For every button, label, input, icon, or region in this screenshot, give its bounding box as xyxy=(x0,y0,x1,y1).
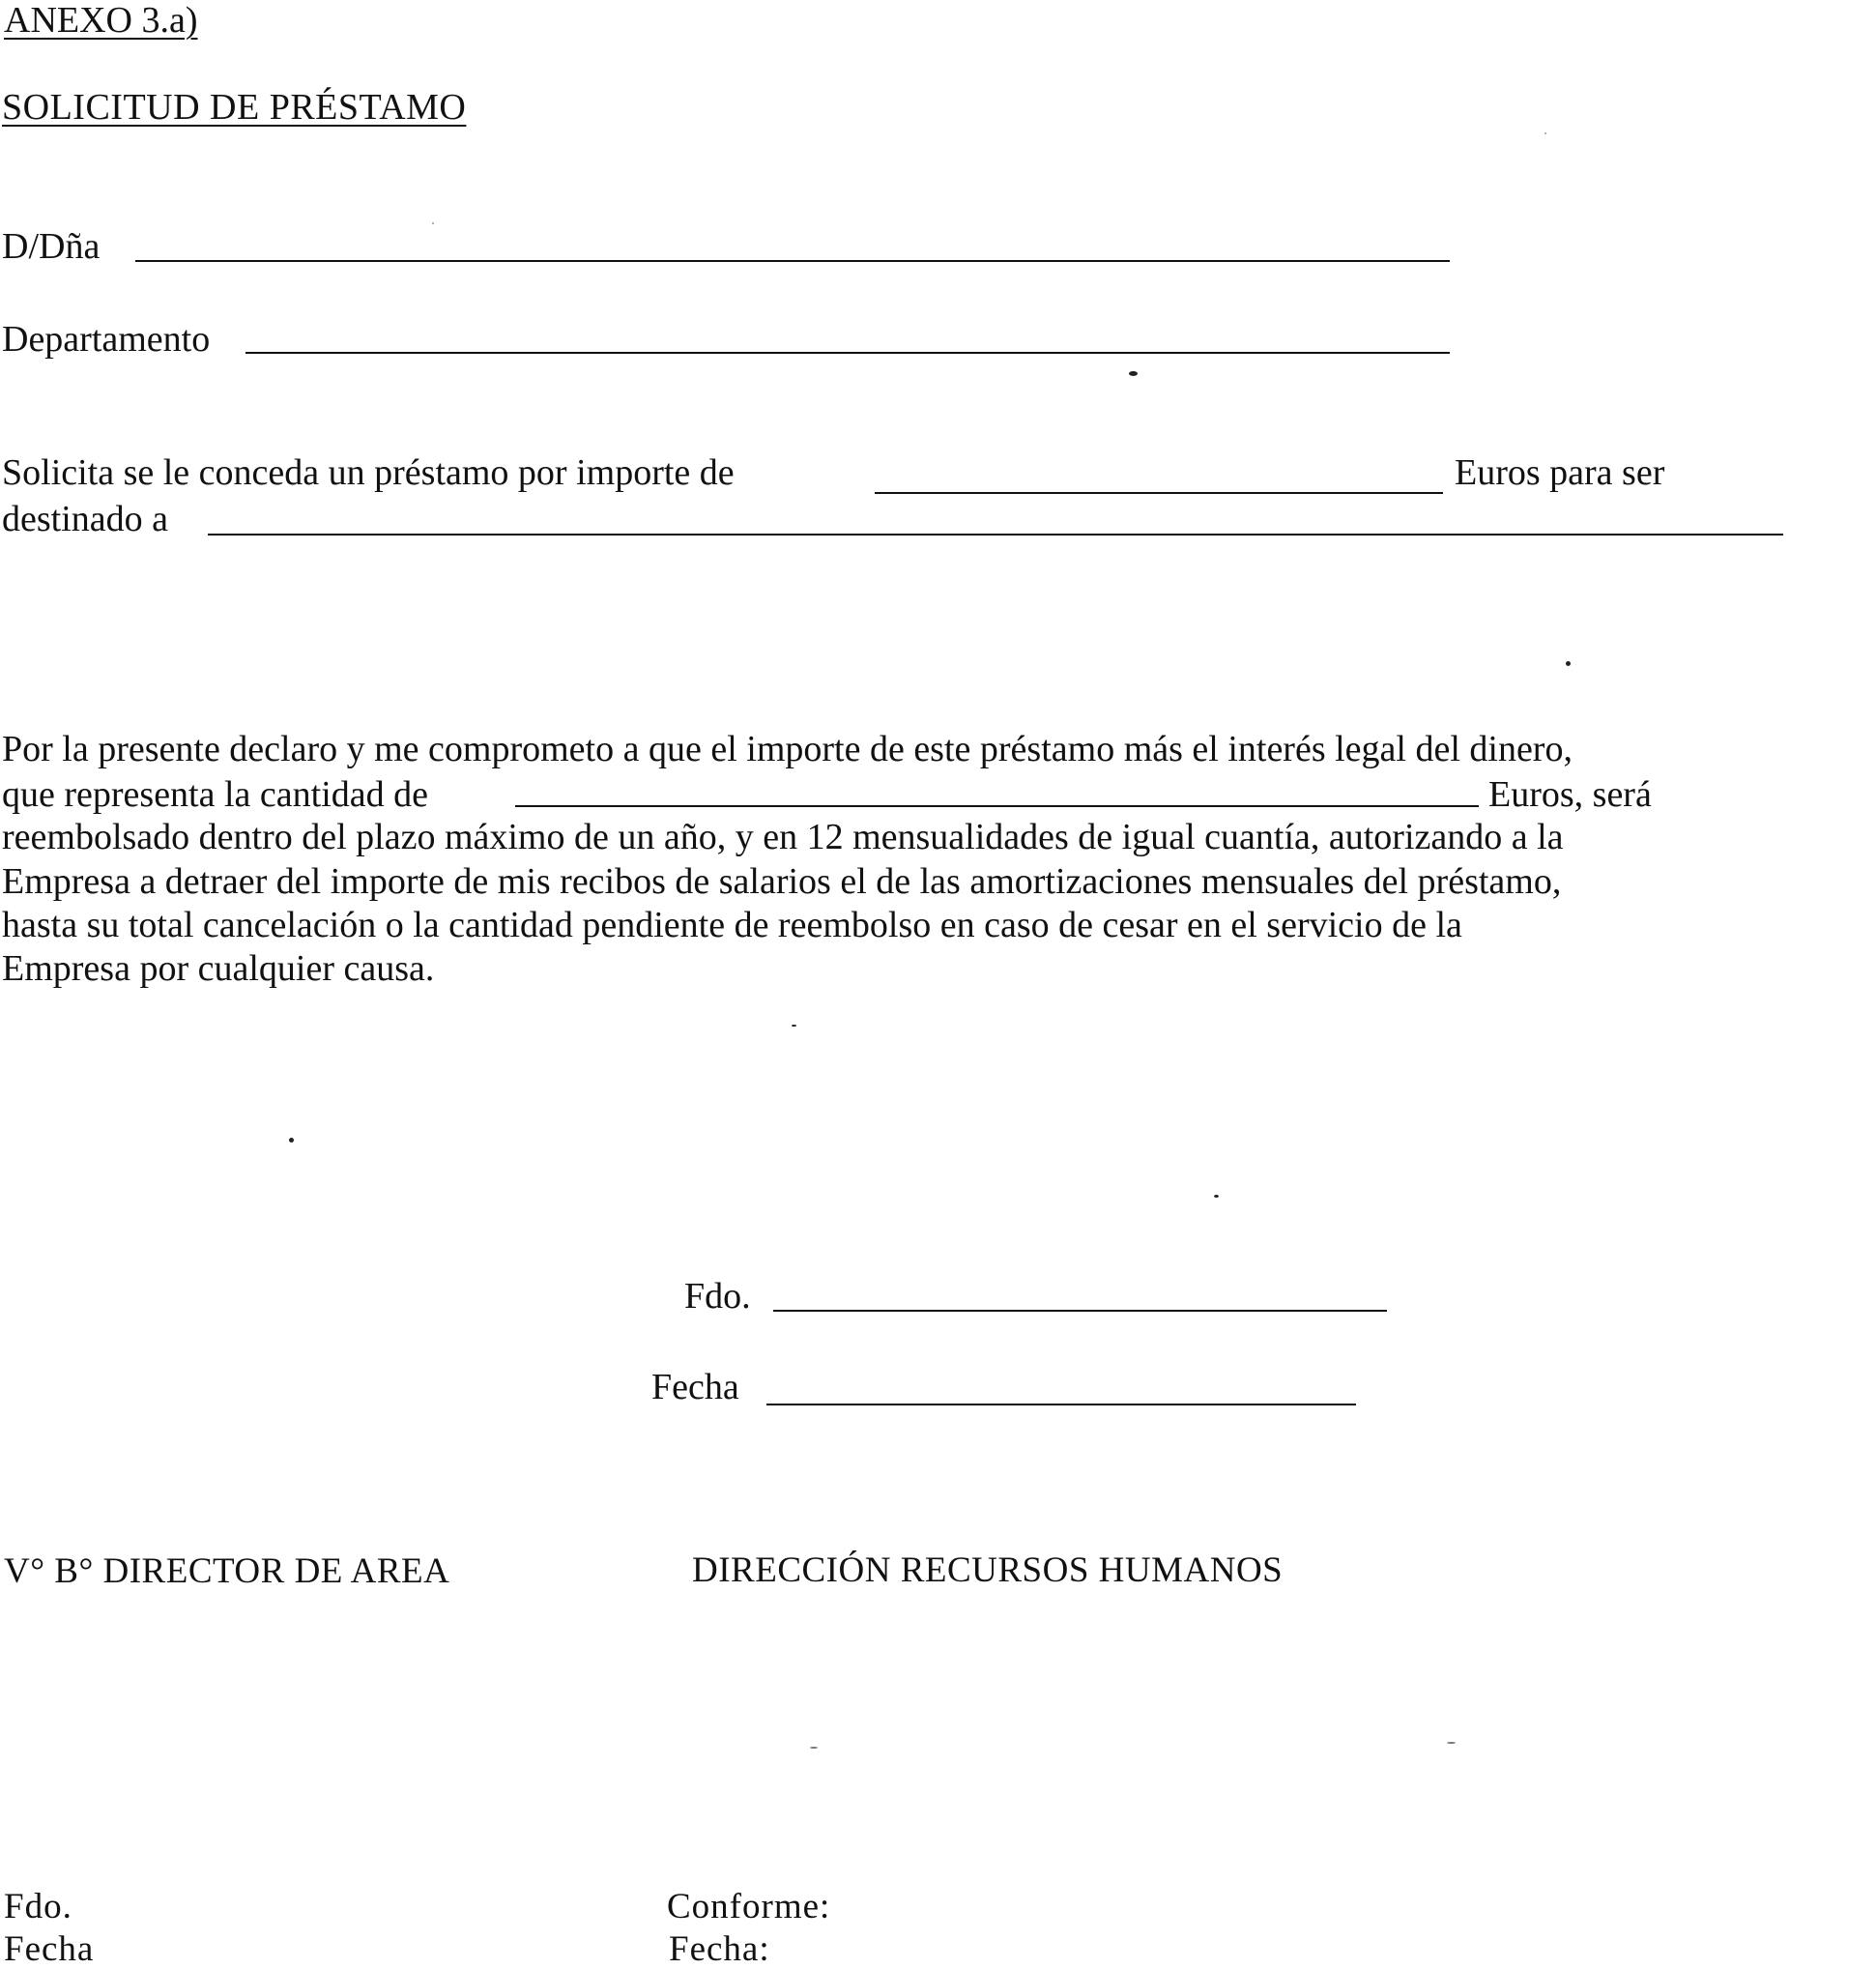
director-date-label: Fecha xyxy=(4,1929,95,1969)
annex-label: ANEXO 3.a) xyxy=(4,0,198,41)
declaration-line-1: Por la presente declaro y me comprometo a que el importe de este préstamo más el interés legal del dinero, xyxy=(2,729,1573,769)
request-line-2-prefix: destinado a xyxy=(2,499,169,539)
scan-speck xyxy=(1447,1742,1456,1744)
purpose-field-line[interactable] xyxy=(208,534,1783,536)
applicant-date-line[interactable] xyxy=(766,1404,1356,1405)
scan-speck xyxy=(792,1025,796,1027)
director-signed-label: Fdo. xyxy=(4,1887,72,1926)
hr-agree-label: Conforme: xyxy=(667,1887,831,1926)
repayment-amount-field-line[interactable] xyxy=(515,805,1479,807)
scan-speck xyxy=(289,1138,294,1143)
scan-speck xyxy=(1544,132,1546,134)
applicant-date-label: Fecha xyxy=(651,1367,739,1407)
hr-date-label: Fecha: xyxy=(669,1929,770,1969)
name-field-line[interactable] xyxy=(135,260,1450,262)
request-line-1-suffix: Euros para ser xyxy=(1455,452,1665,493)
scan-speck xyxy=(810,1747,818,1749)
director-approval-title: V° B° DIRECTOR DE AREA xyxy=(4,1551,450,1591)
applicant-signed-label: Fdo. xyxy=(684,1276,751,1317)
name-label: D/Dña xyxy=(2,226,101,267)
hr-approval-title: DIRECCIÓN RECURSOS HUMANOS xyxy=(692,1550,1284,1590)
declaration-line-2-prefix: que representa la cantidad de xyxy=(2,774,428,815)
scan-speck xyxy=(1129,371,1138,376)
form-title: SOLICITUD DE PRÉSTAMO xyxy=(2,87,467,128)
applicant-signature-line[interactable] xyxy=(773,1310,1387,1312)
department-label: Departamento xyxy=(2,319,211,360)
scan-speck xyxy=(432,222,434,224)
request-line-1-prefix: Solicita se le conceda un préstamo por importe de xyxy=(2,452,735,493)
scan-speck xyxy=(1214,1195,1219,1198)
department-field-line[interactable] xyxy=(245,352,1450,354)
declaration-line-2-suffix: Euros, será xyxy=(1488,774,1652,815)
scan-speck xyxy=(1566,661,1571,666)
declaration-line-6: Empresa por cualquier causa. xyxy=(2,948,435,989)
loan-amount-field-line[interactable] xyxy=(875,492,1443,494)
declaration-line-4: Empresa a detraer del importe de mis recibos de salarios el de las amortizaciones mensuales del préstamo, xyxy=(2,861,1562,902)
declaration-line-3: reembolsado dentro del plazo máximo de un año, y en 12 mensualidades de igual cuantía, autorizando a la xyxy=(2,817,1564,857)
declaration-line-5: hasta su total cancelación o la cantidad pendiente de reembolso en caso de cesar en el servicio de la xyxy=(2,905,1462,945)
